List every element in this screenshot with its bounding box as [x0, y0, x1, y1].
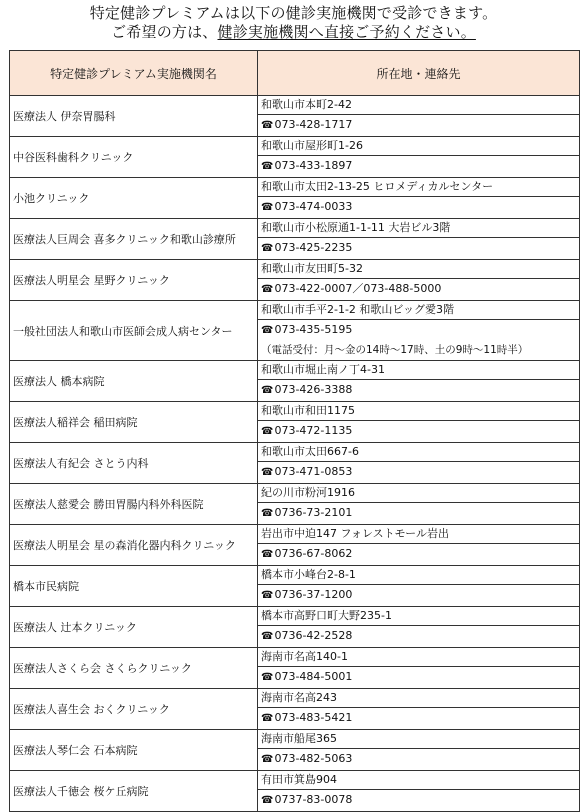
address: 海南市船尾365 — [261, 732, 337, 745]
address-contact-cell — [258, 730, 580, 771]
intro-line-2 — [0, 23, 587, 42]
telephone-icon: ☎ — [261, 284, 274, 295]
institution-name: 中谷医科歯科クリニック — [10, 137, 258, 178]
phone-number: 073-471-0853 — [274, 465, 353, 478]
phone-line — [258, 461, 579, 483]
phone-line — [258, 196, 579, 218]
phone-line — [258, 584, 579, 606]
phone-line — [258, 114, 579, 136]
address: 海南市名高243 — [261, 691, 337, 704]
table-row — [10, 443, 580, 484]
phone-line — [258, 420, 579, 442]
address: 海南市名高140-1 — [261, 650, 348, 663]
address: 和歌山市堀止南ノ丁4-31 — [261, 363, 385, 376]
phone-number: 073-425-2235 — [274, 241, 353, 254]
address-contact-cell — [258, 178, 580, 219]
address-contact-cell — [258, 607, 580, 648]
intro-line-2-underlined: 健診実施機関へ直接ご予約ください。 — [217, 23, 476, 41]
address-contact-cell — [258, 443, 580, 484]
address-contact-cell — [258, 361, 580, 402]
telephone-icon: ☎ — [261, 385, 274, 396]
table-row — [10, 137, 580, 178]
phone-line — [258, 237, 579, 259]
address: 有田市箕島904 — [261, 773, 337, 786]
table-body — [10, 96, 580, 812]
phone-number: 073-428-1717 — [274, 118, 353, 131]
table-row — [10, 566, 580, 607]
phone-line — [258, 543, 579, 565]
phone-line — [258, 789, 579, 811]
address: 和歌山市太田2-13-25 ヒロメディカルセンター — [261, 180, 494, 193]
table-row — [10, 96, 580, 137]
address: 和歌山市和田1175 — [261, 404, 355, 417]
phone-number: 073-482-5063 — [274, 752, 353, 765]
address: 和歌山市友田町5-32 — [261, 262, 363, 275]
phone-line — [258, 155, 579, 177]
address-contact-cell — [258, 137, 580, 178]
address: 和歌山市太田667-6 — [261, 445, 359, 458]
institution-name: 医療法人慈愛会 勝田胃腸内科外科医院 — [10, 484, 258, 525]
address-contact-cell — [258, 219, 580, 260]
phone-number: 073-472-1135 — [274, 424, 353, 437]
institution-name: 医療法人琴仁会 石本病院 — [10, 730, 258, 771]
phone-line — [258, 379, 579, 401]
phone-number: 073-426-3388 — [274, 383, 353, 396]
telephone-icon: ☎ — [261, 202, 274, 213]
telephone-icon: ☎ — [261, 426, 274, 437]
phone-number: 0736-42-2528 — [274, 629, 353, 642]
phone-number: 0737-83-0078 — [274, 793, 353, 806]
table-row — [10, 689, 580, 730]
address: 橋本市小峰台2-8-1 — [261, 568, 356, 581]
institution-name: 医療法人 橋本病院 — [10, 361, 258, 402]
table-row — [10, 484, 580, 525]
phone-number: 073-422-0007／073-488-5000 — [274, 282, 442, 295]
telephone-icon: ☎ — [261, 672, 274, 683]
address: 和歌山市屋形町1-26 — [261, 139, 363, 152]
institution-name: 医療法人 辻本クリニック — [10, 607, 258, 648]
telephone-icon: ☎ — [261, 467, 274, 478]
institution-name: 医療法人明星会 星野クリニック — [10, 260, 258, 301]
phone-line — [258, 625, 579, 647]
phone-number: 0736-67-8062 — [274, 547, 353, 560]
table-header-row — [10, 51, 580, 96]
telephone-icon: ☎ — [261, 549, 274, 560]
table-row — [10, 178, 580, 219]
intro-line-2-prefix: ご希望の方は、 — [111, 23, 218, 41]
phone-line — [258, 707, 579, 729]
table-row — [10, 301, 580, 361]
address-contact-cell — [258, 260, 580, 301]
address-contact-cell — [258, 771, 580, 812]
intro-text — [0, 0, 587, 42]
telephone-icon: ☎ — [261, 325, 274, 336]
table-row — [10, 648, 580, 689]
table-row — [10, 402, 580, 443]
address-contact-cell — [258, 402, 580, 443]
telephone-icon: ☎ — [261, 161, 274, 172]
telephone-icon: ☎ — [261, 795, 274, 806]
institution-name: 医療法人喜生会 おくクリニック — [10, 689, 258, 730]
table-row — [10, 260, 580, 301]
phone-note: （電話受付：月～金の14時～17時、土の9時～11時半） — [261, 344, 529, 356]
telephone-icon: ☎ — [261, 508, 274, 519]
phone-number: 073-435-5195 — [274, 323, 353, 336]
phone-number: 0736-73-2101 — [274, 506, 353, 519]
address-contact-cell — [258, 566, 580, 607]
table-row — [10, 361, 580, 402]
table-row — [10, 730, 580, 771]
institution-table — [9, 50, 580, 812]
telephone-icon: ☎ — [261, 120, 274, 131]
telephone-icon: ☎ — [261, 631, 274, 642]
intro-line-1: 特定健診プレミアムは以下の健診実施機関で受診できます。 — [89, 4, 498, 22]
address: 和歌山市本町2-42 — [261, 98, 352, 111]
header-institution-name: 特定健診プレミアム実施機関名 — [10, 51, 258, 96]
phone-number: 073-433-1897 — [274, 159, 353, 172]
address-contact-cell — [258, 96, 580, 137]
address-contact-cell — [258, 648, 580, 689]
telephone-icon: ☎ — [261, 754, 274, 765]
address-contact-cell — [258, 484, 580, 525]
table-row — [10, 219, 580, 260]
table-row — [10, 771, 580, 812]
telephone-icon: ☎ — [261, 713, 274, 724]
institution-name: 小池クリニック — [10, 178, 258, 219]
telephone-icon: ☎ — [261, 590, 274, 601]
institution-name: 橋本市民病院 — [10, 566, 258, 607]
address-contact-cell — [258, 689, 580, 730]
institution-name: 医療法人巨周会 喜多クリニック和歌山診療所 — [10, 219, 258, 260]
address-contact-cell — [258, 525, 580, 566]
institution-name: 医療法人稲祥会 稲田病院 — [10, 402, 258, 443]
address: 岩出市中迫147 フォレストモール岩出 — [261, 527, 449, 540]
header-address-contact: 所在地・連絡先 — [258, 51, 580, 96]
phone-line — [258, 278, 579, 300]
institution-name: 一般社団法人和歌山市医師会成人病センター — [10, 301, 258, 361]
address: 和歌山市手平2-1-2 和歌山ビッグ愛3階 — [261, 303, 454, 316]
phone-line — [258, 502, 579, 524]
phone-number: 073-474-0033 — [274, 200, 353, 213]
phone-line — [258, 319, 579, 341]
address: 紀の川市粉河1916 — [261, 486, 355, 499]
institution-name: 医療法人さくら会 さくらクリニック — [10, 648, 258, 689]
institution-name: 医療法人有紀会 さとう内科 — [10, 443, 258, 484]
institution-name: 医療法人千徳会 桜ケ丘病院 — [10, 771, 258, 812]
table-row — [10, 607, 580, 648]
phone-number: 073-483-5421 — [274, 711, 353, 724]
phone-line — [258, 748, 579, 770]
address: 橋本市高野口町大野235-1 — [261, 609, 392, 622]
phone-number: 0736-37-1200 — [274, 588, 353, 601]
address: 和歌山市小松原通1-1-11 大岩ビル3階 — [261, 221, 451, 234]
telephone-icon: ☎ — [261, 243, 274, 254]
institution-name: 医療法人明星会 星の森消化器内科クリニック — [10, 525, 258, 566]
phone-number: 073-484-5001 — [274, 670, 353, 683]
institution-name: 医療法人 伊奈胃腸科 — [10, 96, 258, 137]
table-row — [10, 525, 580, 566]
phone-line — [258, 666, 579, 688]
address-contact-cell — [258, 301, 580, 361]
